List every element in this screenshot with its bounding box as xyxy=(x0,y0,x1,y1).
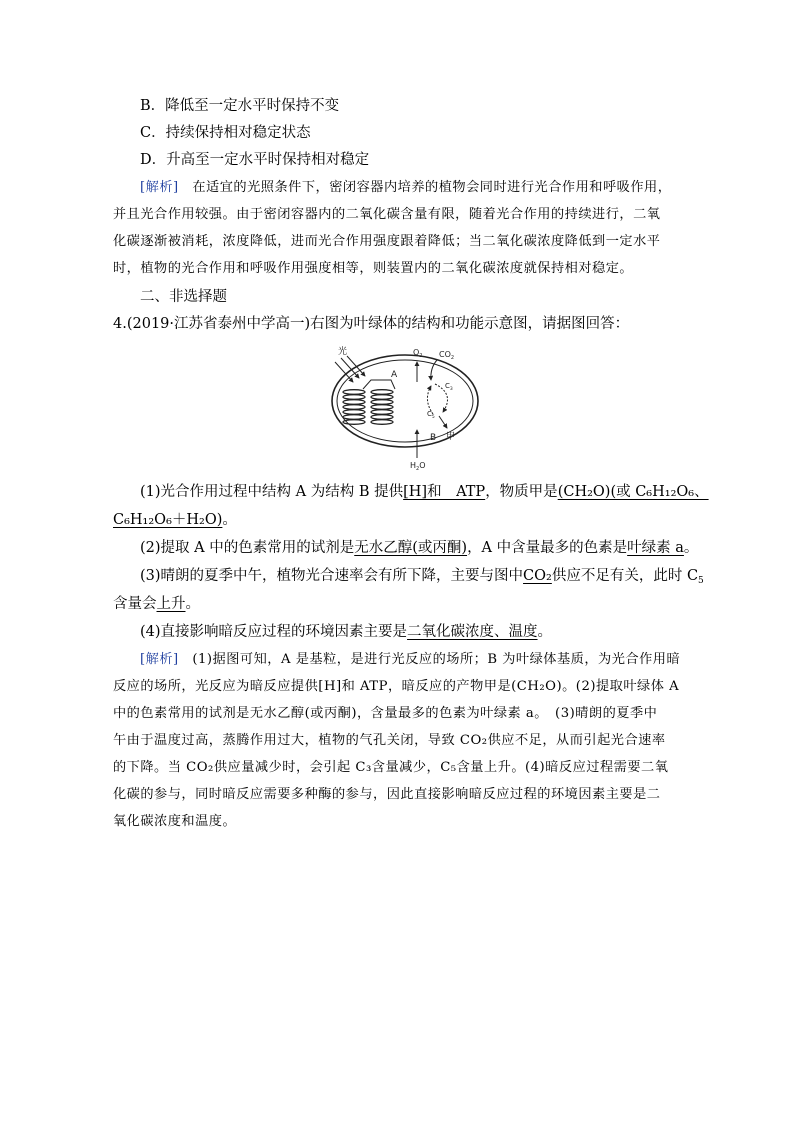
answer-1-line-2: C₆H₁₂O₆＋H₂O)。 xyxy=(113,512,237,528)
chloroplast-outer-membrane xyxy=(332,355,478,447)
explanation-2-line-3: 中的色素常用的试剂是无水乙醇(或丙酮)，含量最多的色素为叶绿素 a。 (3)晴朗的夏季中 xyxy=(113,706,658,721)
stroma-lamella xyxy=(363,380,395,389)
chloroplast-diagram xyxy=(327,340,479,470)
answer-4: (4)直接影响暗反应过程的环境因素主要是二氧化碳浓度、温度。 xyxy=(140,624,553,640)
label-b: B xyxy=(430,433,437,443)
answer-2-blank-1: 无水乙醇(或丙酮) xyxy=(354,540,468,556)
answer-3-line-1: (3)晴朗的夏季中午，植物光合速率会有所下降，主要与图中CO₂供应不足有关，此时 $C_5$ xyxy=(140,568,704,586)
grana-stack-right xyxy=(371,390,393,425)
label-jia: 甲 xyxy=(446,432,456,442)
light-label: 光 xyxy=(338,347,348,357)
option-d: D．升高至一定水平时保持相对稳定 xyxy=(140,152,370,168)
explanation-tag: [解析] xyxy=(140,180,179,195)
explanation-1-line-3: 化碳逐渐被消耗，浓度降低，进而光合作用强度跟着降低；当二氧化碳浓度降低到一定水平 xyxy=(113,234,661,249)
answer-2: (2)提取 A 中的色素常用的试剂是无水乙醇(或丙酮)，A 中含量最多的色素是叶绿素 a。 xyxy=(140,540,699,556)
label-a: A xyxy=(391,370,398,380)
c5-label: $C_5$ xyxy=(427,410,435,420)
explanation-tag: [解析] xyxy=(140,652,179,667)
answer-1-blank-2: (CH₂O)(或 C₆H₁₂O₆、 xyxy=(557,484,709,500)
section-heading: 二、非选择题 xyxy=(140,289,227,305)
option-c: C．持续保持相对稳定状态 xyxy=(140,125,311,141)
chloroplast-inner-membrane xyxy=(337,360,473,442)
explanation-1-line-4: 时，植物的光合作用和呼吸作用强度相等，则装置内的二氧化碳浓度就保持相对稳定。 xyxy=(113,261,634,276)
product-arrow xyxy=(439,416,447,428)
answer-4-blank-1: 二氧化碳浓度、温度 xyxy=(407,624,538,640)
explanation-2-line-7: 氧化碳浓度和温度。 xyxy=(113,814,237,829)
question-4-stem: 4.(2019·江苏省泰州中学高一)右图为叶绿体的结构和功能示意图，请据图回答： xyxy=(113,316,630,332)
explanation-2-line-4: 午由于温度过高，蒸腾作用过大，植物的气孔关闭，导致 CO₂供应不足，从而引起光合速率 xyxy=(113,733,666,748)
answer-1-blank-1: [H]和 ATP xyxy=(403,484,486,500)
h2o-label: $H_2O$ xyxy=(410,461,426,470)
explanation-2-line-1: [解析] (1)据图可知，A 是基粒，是进行光反应的场所；B 为叶绿体基质，为光合作用暗 xyxy=(140,652,681,667)
explanation-2-line-5: 的下降。当 CO₂供应量减少时，会引起 C₃含量减少，C₅含量上升。(4)暗反应过程需要二氧 xyxy=(113,760,669,775)
explanation-1-line-2: 并且光合作用较强。由于密闭容器内的二氧化碳含量有限，随着光合作用的持续进行，二氧 xyxy=(113,207,661,222)
explanation-1-line-1: [解析] 在适宜的光照条件下，密闭容器内培养的植物会同时进行光合作用和呼吸作用， xyxy=(140,180,672,195)
c3-label: $C_3$ xyxy=(445,382,453,392)
light-arrows xyxy=(335,356,365,382)
answer-2-blank-2: 叶绿素 a xyxy=(627,540,684,556)
answer-3-blank-1: CO₂ xyxy=(523,568,552,584)
answer-1-line-1: (1)光合作用过程中结构 A 为结构 B 提供[H]和 ATP，物质甲是(CH₂O)(或 C₆H₁₂O₆、 xyxy=(140,484,709,500)
o2-label: $O_2$ xyxy=(413,348,423,359)
option-b: B．降低至一定水平时保持不变 xyxy=(140,98,340,114)
explanation-2-line-6: 化碳的参与，同时暗反应需要多种酶的参与，因此直接影响暗反应过程的环境因素主要是二 xyxy=(113,787,661,802)
grana-stack-left xyxy=(343,390,365,425)
answer-3-line-2: 含量会上升。 xyxy=(113,596,200,612)
answer-3-blank-2: 上升 xyxy=(156,596,186,612)
explanation-2-line-2: 反应的场所，光反应为暗反应提供[H]和 ATP，暗反应的产物甲是(CH₂O)。(2)提取叶绿体 A xyxy=(113,679,680,694)
co2-label: $CO_2$ xyxy=(439,350,455,361)
